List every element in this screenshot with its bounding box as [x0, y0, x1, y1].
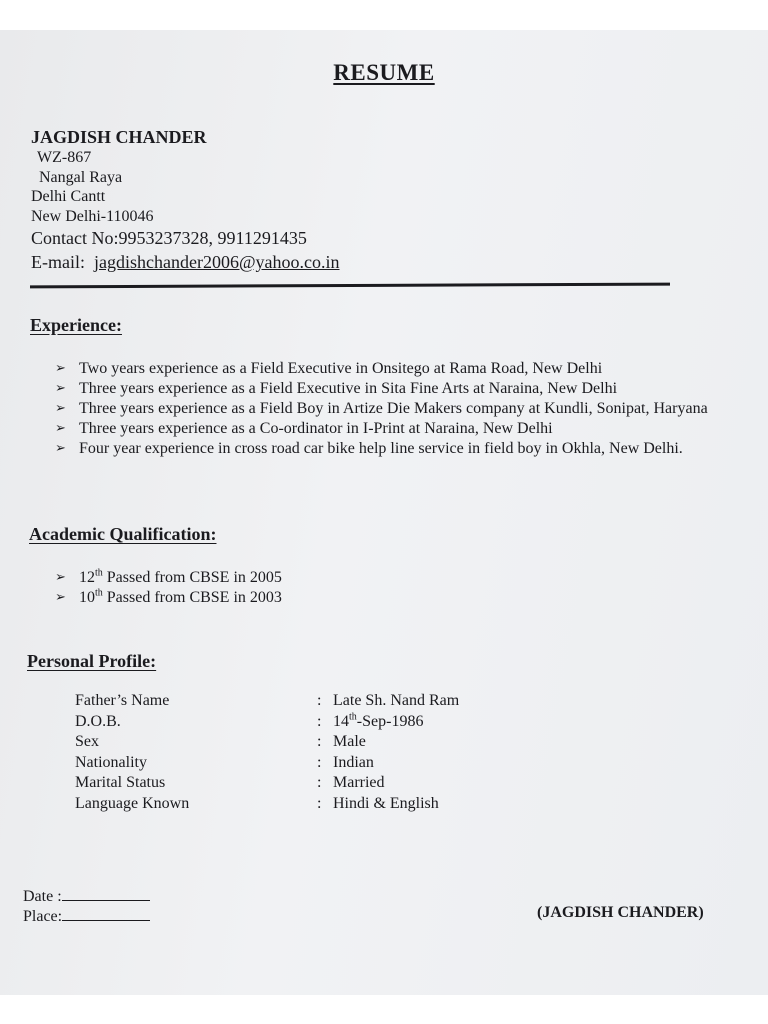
personal-profile-heading: Personal Profile:	[27, 651, 157, 671]
personal-profile-table	[75, 691, 459, 815]
email-link[interactable]: jagdishchander2006@yahoo.co.in	[93, 252, 340, 272]
place-label: Place:	[23, 908, 63, 925]
arrow-bullet-icon: ➢	[55, 590, 66, 605]
list-item: ➢ Four year experience in cross road car bike help line service in field boy in Okhla, New Delhi.	[55, 440, 683, 457]
arrow-bullet-icon: ➢	[55, 361, 66, 376]
contact-label: Contact No:	[31, 228, 119, 248]
resume-page	[0, 30, 768, 995]
date-label: Date :	[23, 888, 62, 905]
list-item: ➢ Three years experience as a Co-ordinator in I-Print at Naraina, New Delhi	[55, 420, 553, 437]
profile-row-fathers-name: Father’s Name : Late Sh. Nand Ram	[75, 692, 460, 709]
academic-heading: Academic Qualification:	[29, 524, 217, 544]
list-item: ➢ 10th Passed from CBSE in 2003	[55, 587, 282, 606]
arrow-bullet-icon: ➢	[55, 421, 66, 436]
list-item: ➢ Three years experience as a Field Executive in Sita Fine Arts at Naraina, New Delhi	[55, 380, 618, 397]
address-line-2: Nangal Raya	[39, 168, 123, 186]
academic-list	[55, 568, 455, 608]
date-field	[23, 886, 150, 906]
address-line-1: WZ-867	[37, 149, 92, 166]
date-blank-line	[62, 886, 150, 901]
email-line	[31, 250, 340, 274]
contact-numbers: 9953237328, 9911291435	[118, 228, 307, 248]
profile-row-marital-status: Marital Status : Married	[75, 774, 385, 792]
arrow-bullet-icon: ➢	[55, 401, 66, 416]
list-item: ➢ Three years experience as a Field Boy in Artize Die Makers company at Kundli, Sonipat, Haryana	[55, 400, 708, 417]
profile-row-sex: Sex : Male	[75, 733, 366, 751]
list-item: ➢ Two years experience as a Field Executive in Onsitego at Rama Road, New Delhi	[55, 360, 603, 377]
profile-row-language: Language Known : Hindi & English	[75, 794, 439, 812]
arrow-bullet-icon: ➢	[55, 570, 66, 585]
address-line-4: New Delhi-110046	[31, 207, 154, 225]
signature-name: (JAGDISH CHANDER)	[537, 904, 704, 921]
arrow-bullet-icon: ➢	[55, 441, 66, 456]
experience-heading: Experience:	[30, 315, 122, 335]
list-item: ➢ 12th Passed from CBSE in 2005	[55, 567, 282, 586]
profile-row-dob: D.O.B. : 14th-Sep-1986	[75, 711, 424, 730]
profile-row-nationality: Nationality : Indian	[75, 753, 374, 771]
arrow-bullet-icon: ➢	[55, 381, 66, 396]
address-line-3: Delhi Cantt	[31, 188, 106, 205]
candidate-name: JAGDISH CHANDER	[31, 127, 207, 147]
place-blank-line	[62, 906, 150, 921]
experience-list	[55, 359, 755, 459]
document-title: RESUME	[333, 60, 435, 85]
email-label: E-mail:	[31, 252, 85, 272]
header-divider	[30, 283, 670, 289]
place-field	[23, 906, 150, 926]
contact-number-line	[31, 226, 340, 250]
contact-header	[31, 126, 340, 274]
